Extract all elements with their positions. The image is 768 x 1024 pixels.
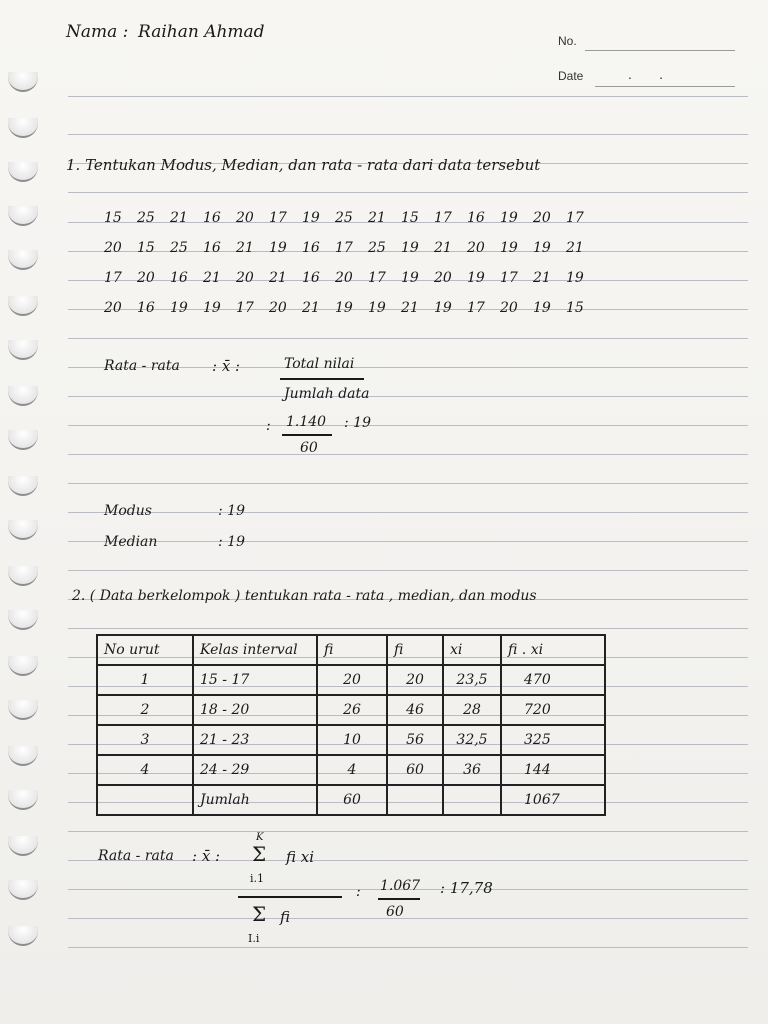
mean-calc-numerator: 1.140: [286, 414, 327, 430]
data-value: 19: [467, 270, 485, 286]
table-cell: [443, 785, 501, 815]
data-value: 16: [302, 240, 320, 256]
data-value: 19: [500, 210, 518, 226]
data-value: 20: [236, 210, 254, 226]
data-value: 16: [203, 210, 221, 226]
mean-calc-denominator: 60: [300, 440, 318, 456]
data-value: 21: [368, 210, 386, 226]
data-value: 17: [368, 270, 386, 286]
binder-hole-icon: [8, 162, 38, 182]
mean-symbol: : x̄ :: [212, 357, 241, 375]
data-value: 16: [170, 270, 188, 286]
no-underline: [585, 50, 735, 51]
data-value: 19: [533, 300, 551, 316]
mean-calc-bar: [282, 434, 332, 436]
rule-line: [68, 454, 748, 455]
data-value: 15: [401, 210, 419, 226]
data-value: 20: [104, 240, 122, 256]
data-value: 19: [401, 270, 419, 286]
grouped-mean-label: Rata - rata: [98, 848, 174, 864]
rule-line: [68, 541, 748, 542]
binder-hole-icon: [8, 746, 38, 766]
binder-hole-icon: [8, 476, 38, 496]
sum-expression: fi xi: [286, 848, 315, 866]
grouped-mean-lhs: : x̄ :: [192, 847, 221, 865]
data-value: 15: [566, 300, 584, 316]
data-value: 21: [434, 240, 452, 256]
binder-hole-icon: [8, 340, 38, 360]
grouped-calc-bar: [378, 898, 420, 900]
table-cell: 4: [97, 755, 193, 785]
table-cell: 26: [317, 695, 387, 725]
mean-denominator: Jumlah data: [284, 386, 370, 402]
data-value: 17: [434, 210, 452, 226]
data-value: 19: [302, 210, 320, 226]
binder-hole-icon: [8, 520, 38, 540]
table-cell: 56: [387, 725, 443, 755]
binder-hole-icon: [8, 296, 38, 316]
data-value: 17: [467, 300, 485, 316]
grouped-mean-result: : 17,78: [440, 879, 493, 897]
table-row: [97, 665, 605, 695]
table-cell: 24 - 29: [193, 755, 317, 785]
data-value: 17: [566, 210, 584, 226]
rule-line: [68, 425, 748, 426]
frequency-table: [96, 634, 606, 816]
table-cell: 1: [97, 665, 193, 695]
binder-hole-icon: [8, 430, 38, 450]
table-total-row: [97, 785, 605, 815]
table-row: [97, 725, 605, 755]
data-value: 20: [533, 210, 551, 226]
sum-lower-limit: i.1: [250, 872, 265, 885]
data-value: 25: [368, 240, 386, 256]
data-value: 19: [500, 240, 518, 256]
table-cell: 18 - 20: [193, 695, 317, 725]
name-label: Nama :: [66, 22, 129, 42]
binder-hole-icon: [8, 250, 38, 270]
data-value: 19: [566, 270, 584, 286]
table-cell: 20: [317, 665, 387, 695]
data-value: 20: [236, 270, 254, 286]
data-value: 16: [467, 210, 485, 226]
table-header-row: [97, 635, 605, 665]
table-cell: 470: [501, 665, 605, 695]
data-value: 21: [302, 300, 320, 316]
data-value: 20: [500, 300, 518, 316]
data-value: 17: [104, 270, 122, 286]
table-cell: 60: [387, 755, 443, 785]
total-fi: 60: [317, 785, 387, 815]
question-2-title: 2. ( Data berkelompok ) tentukan rata - rata , median, dan modus: [72, 588, 537, 604]
mean-result: : 19: [344, 415, 371, 431]
mean-eq: :: [266, 418, 271, 434]
column-header: Kelas interval: [193, 635, 317, 665]
column-header: No urut: [97, 635, 193, 665]
student-name: Raihan Ahmad: [138, 22, 265, 42]
data-value: 21: [170, 210, 188, 226]
binder-hole-icon: [8, 610, 38, 630]
data-value: 20: [269, 300, 287, 316]
data-value: 17: [335, 240, 353, 256]
table-cell: 46: [387, 695, 443, 725]
table-cell: 4: [317, 755, 387, 785]
table-cell: 23,5: [443, 665, 501, 695]
data-value: 21: [269, 270, 287, 286]
modus-label: Modus: [104, 503, 152, 519]
grouped-eq: :: [356, 884, 361, 900]
binder-hole-icon: [8, 118, 38, 138]
question-1-title: 1. Tentukan Modus, Median, dan rata - rata dari data tersebut: [66, 156, 541, 174]
sigma-icon: Σ: [252, 902, 267, 926]
data-value: 21: [566, 240, 584, 256]
data-row: [104, 270, 599, 286]
column-header: xi: [443, 635, 501, 665]
data-value: 17: [269, 210, 287, 226]
table-cell: [97, 785, 193, 815]
rule-line: [68, 512, 748, 513]
binder-hole-icon: [8, 790, 38, 810]
data-value: 21: [236, 240, 254, 256]
binder-hole-icon: [8, 72, 38, 92]
data-value: 19: [170, 300, 188, 316]
denominator-lower-limit: I.i: [248, 932, 260, 945]
rule-line: [68, 570, 748, 571]
sigma-icon: Σ: [252, 842, 267, 866]
table-cell: 21 - 23: [193, 725, 317, 755]
data-value: 19: [203, 300, 221, 316]
binder-hole-icon: [8, 656, 38, 676]
data-value: 19: [368, 300, 386, 316]
data-value: 21: [203, 270, 221, 286]
mean-label: Rata - rata: [104, 358, 180, 374]
table-cell: 10: [317, 725, 387, 755]
data-value: 15: [137, 240, 155, 256]
data-value: 19: [335, 300, 353, 316]
rule-line: [68, 338, 748, 339]
table-cell: 720: [501, 695, 605, 725]
mean-numerator: Total nilai: [284, 356, 355, 372]
grouped-calc-numerator: 1.067: [380, 878, 421, 894]
data-value: 19: [401, 240, 419, 256]
rule-line: [68, 628, 748, 629]
data-value: 21: [401, 300, 419, 316]
binder-hole-icon: [8, 700, 38, 720]
table-row: [97, 755, 605, 785]
data-value: 20: [335, 270, 353, 286]
table-cell: 144: [501, 755, 605, 785]
data-value: 20: [467, 240, 485, 256]
data-value: 20: [104, 300, 122, 316]
data-value: 25: [335, 210, 353, 226]
binder-hole-icon: [8, 566, 38, 586]
no-label: No.: [558, 34, 577, 48]
data-value: 21: [533, 270, 551, 286]
total-label: Jumlah: [193, 785, 317, 815]
data-row: [104, 240, 599, 256]
data-value: 19: [434, 300, 452, 316]
column-header: fi: [317, 635, 387, 665]
rule-line: [68, 134, 748, 135]
sum-upper-limit: K: [256, 832, 264, 843]
column-header: fi . xi: [501, 635, 605, 665]
binder-hole-icon: [8, 926, 38, 946]
mean-fraction-bar: [280, 378, 364, 380]
table-row: [97, 695, 605, 725]
data-value: 25: [170, 240, 188, 256]
denominator-expression: fi: [280, 908, 291, 926]
binder-hole-icon: [8, 836, 38, 856]
data-value: 19: [269, 240, 287, 256]
total-fixi: 1067: [501, 785, 605, 815]
data-value: 17: [236, 300, 254, 316]
table-cell: 2: [97, 695, 193, 725]
table-cell: 32,5: [443, 725, 501, 755]
table-cell: 28: [443, 695, 501, 725]
table-cell: 36: [443, 755, 501, 785]
data-value: 16: [137, 300, 155, 316]
data-value: 15: [104, 210, 122, 226]
table-cell: [387, 785, 443, 815]
table-cell: 3: [97, 725, 193, 755]
data-value: 17: [500, 270, 518, 286]
data-value: 16: [203, 240, 221, 256]
rule-line: [68, 396, 748, 397]
median-value: : 19: [218, 534, 245, 550]
rule-line: [68, 192, 748, 193]
data-value: 16: [302, 270, 320, 286]
date-underline: [595, 86, 735, 87]
data-value: 20: [434, 270, 452, 286]
data-value: 20: [137, 270, 155, 286]
table-cell: 325: [501, 725, 605, 755]
column-header: fi: [387, 635, 443, 665]
table-cell: 20: [387, 665, 443, 695]
modus-value: : 19: [218, 503, 245, 519]
rule-line: [68, 947, 748, 948]
table-cell: 15 - 17: [193, 665, 317, 695]
rule-line: [68, 96, 748, 97]
median-label: Median: [104, 534, 158, 550]
data-value: 19: [533, 240, 551, 256]
date-dots: . .: [628, 66, 664, 82]
data-row: [104, 210, 599, 226]
grouped-calc-denominator: 60: [386, 904, 404, 920]
rule-line: [68, 483, 748, 484]
binder-hole-icon: [8, 386, 38, 406]
data-value: 25: [137, 210, 155, 226]
binder-hole-icon: [8, 206, 38, 226]
date-label: Date: [558, 69, 584, 83]
grouped-mean-fraction-bar: [238, 896, 342, 898]
rule-line: [68, 831, 748, 832]
binder-hole-icon: [8, 880, 38, 900]
rule-line: [68, 918, 748, 919]
data-row: [104, 300, 599, 316]
